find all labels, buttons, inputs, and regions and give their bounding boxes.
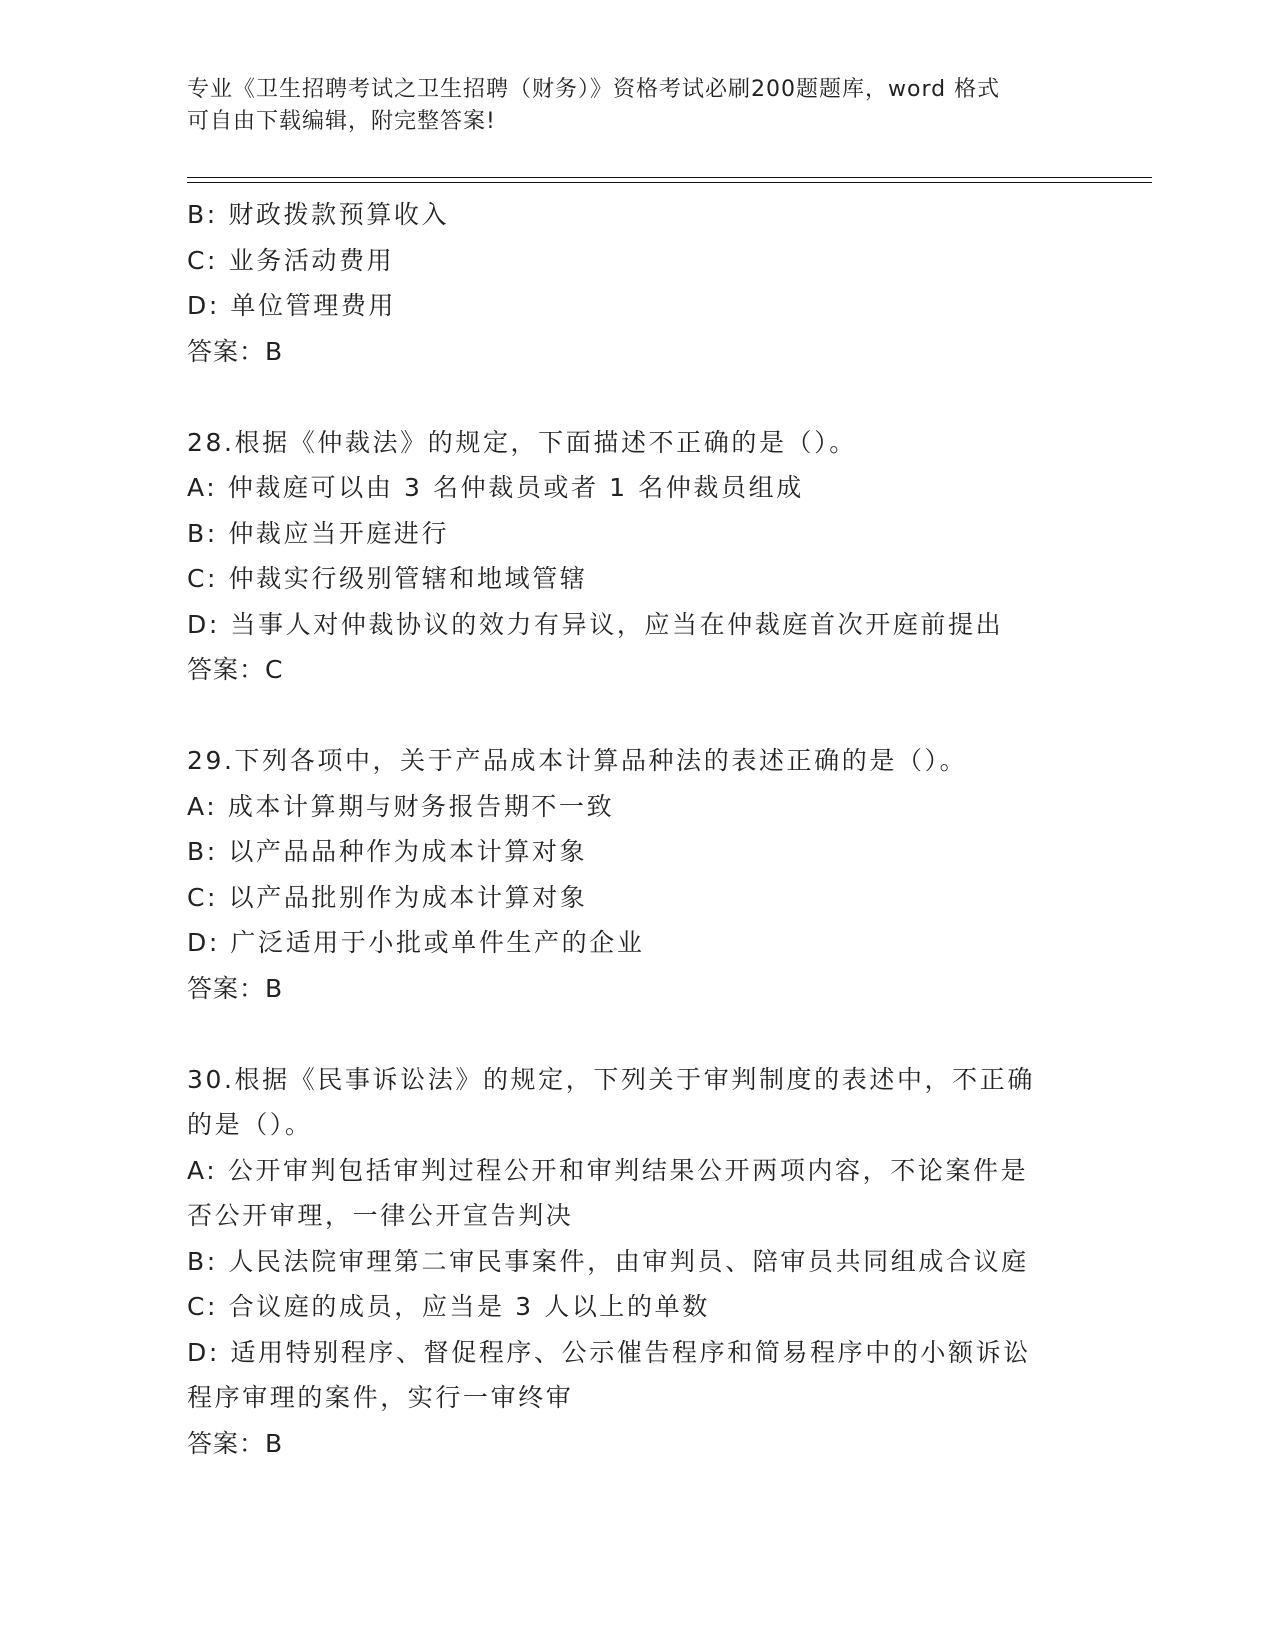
option-c: C: 合议庭的成员，应当是 3 人以上的单数 — [187, 1292, 710, 1321]
question-text: 29.下列各项中，关于产品成本计算品种法的表述正确的是（）。 — [187, 746, 968, 775]
question-text: 28.根据《仲裁法》的规定，下面描述不正确的是（）。 — [187, 427, 857, 457]
option-d: D: 当事人对仲裁协议的效力有异议，应当在仲裁庭首次开庭前提出 — [187, 609, 1004, 639]
option-c: C: 以产品批别作为成本计算对象 — [187, 882, 588, 912]
option-b: B: 仲裁应当开庭进行 — [187, 518, 450, 548]
question-list — [187, 192, 1087, 1466]
question-29 — [187, 738, 1087, 1011]
answer: 答案：B — [187, 1428, 284, 1458]
question-text-line-2: 的是（）。 — [187, 1110, 313, 1139]
header-rule-bottom — [187, 182, 1152, 183]
document-header — [187, 74, 1067, 138]
option-b: B: 以产品品种作为成本计算对象 — [187, 837, 588, 866]
option-d-line-1: D: 适用特别程序、督促程序、公示催告程序和简易程序中的小额诉讼 — [187, 1337, 1031, 1367]
option-b: B: 人民法院审理第二审民事案件，由审判员、陪审员共同组成合议庭 — [187, 1246, 1029, 1276]
option-d-line-2: 程序审理的案件，实行一审终审 — [187, 1383, 574, 1412]
option-d: D: 广泛适用于小批或单件生产的企业 — [187, 928, 645, 957]
question-text-line-1: 30.根据《民事诉讼法》的规定，下列关于审判制度的表述中，不正确 — [187, 1064, 1035, 1094]
option-a: A: 仲裁庭可以由 3 名仲裁员或者 1 名仲裁员组成 — [187, 473, 804, 502]
option-c: C: 业务活动费用 — [187, 245, 395, 275]
answer: 答案：C — [187, 655, 284, 684]
header-line-2: 可自由下载编辑，附完整答案! — [187, 109, 496, 134]
option-b: B: 财政拨款预算收入 — [187, 200, 450, 229]
question-27 — [187, 192, 1087, 374]
answer: 答案：B — [187, 336, 284, 366]
answer: 答案：B — [187, 973, 284, 1003]
header-line-1: 专业《卫生招聘考试之卫生招聘（财务）》资格考试必刷200题题库，word 格式 — [187, 77, 1001, 102]
header-rule-top — [187, 177, 1152, 178]
option-d: D: 单位管理费用 — [187, 291, 397, 320]
spacer — [187, 1011, 1087, 1057]
spacer — [187, 374, 1087, 420]
option-a-line-2: 否公开审理，一律公开宣告判决 — [187, 1201, 574, 1230]
question-28 — [187, 420, 1087, 693]
option-a: A: 成本计算期与财务报告期不一致 — [187, 791, 615, 821]
option-a-line-1: A: 公开审判包括审判过程公开和审判结果公开两项内容，不论案件是 — [187, 1155, 1029, 1185]
option-c: C: 仲裁实行级别管辖和地域管辖 — [187, 564, 588, 593]
question-30 — [187, 1057, 1087, 1467]
spacer — [187, 693, 1087, 739]
